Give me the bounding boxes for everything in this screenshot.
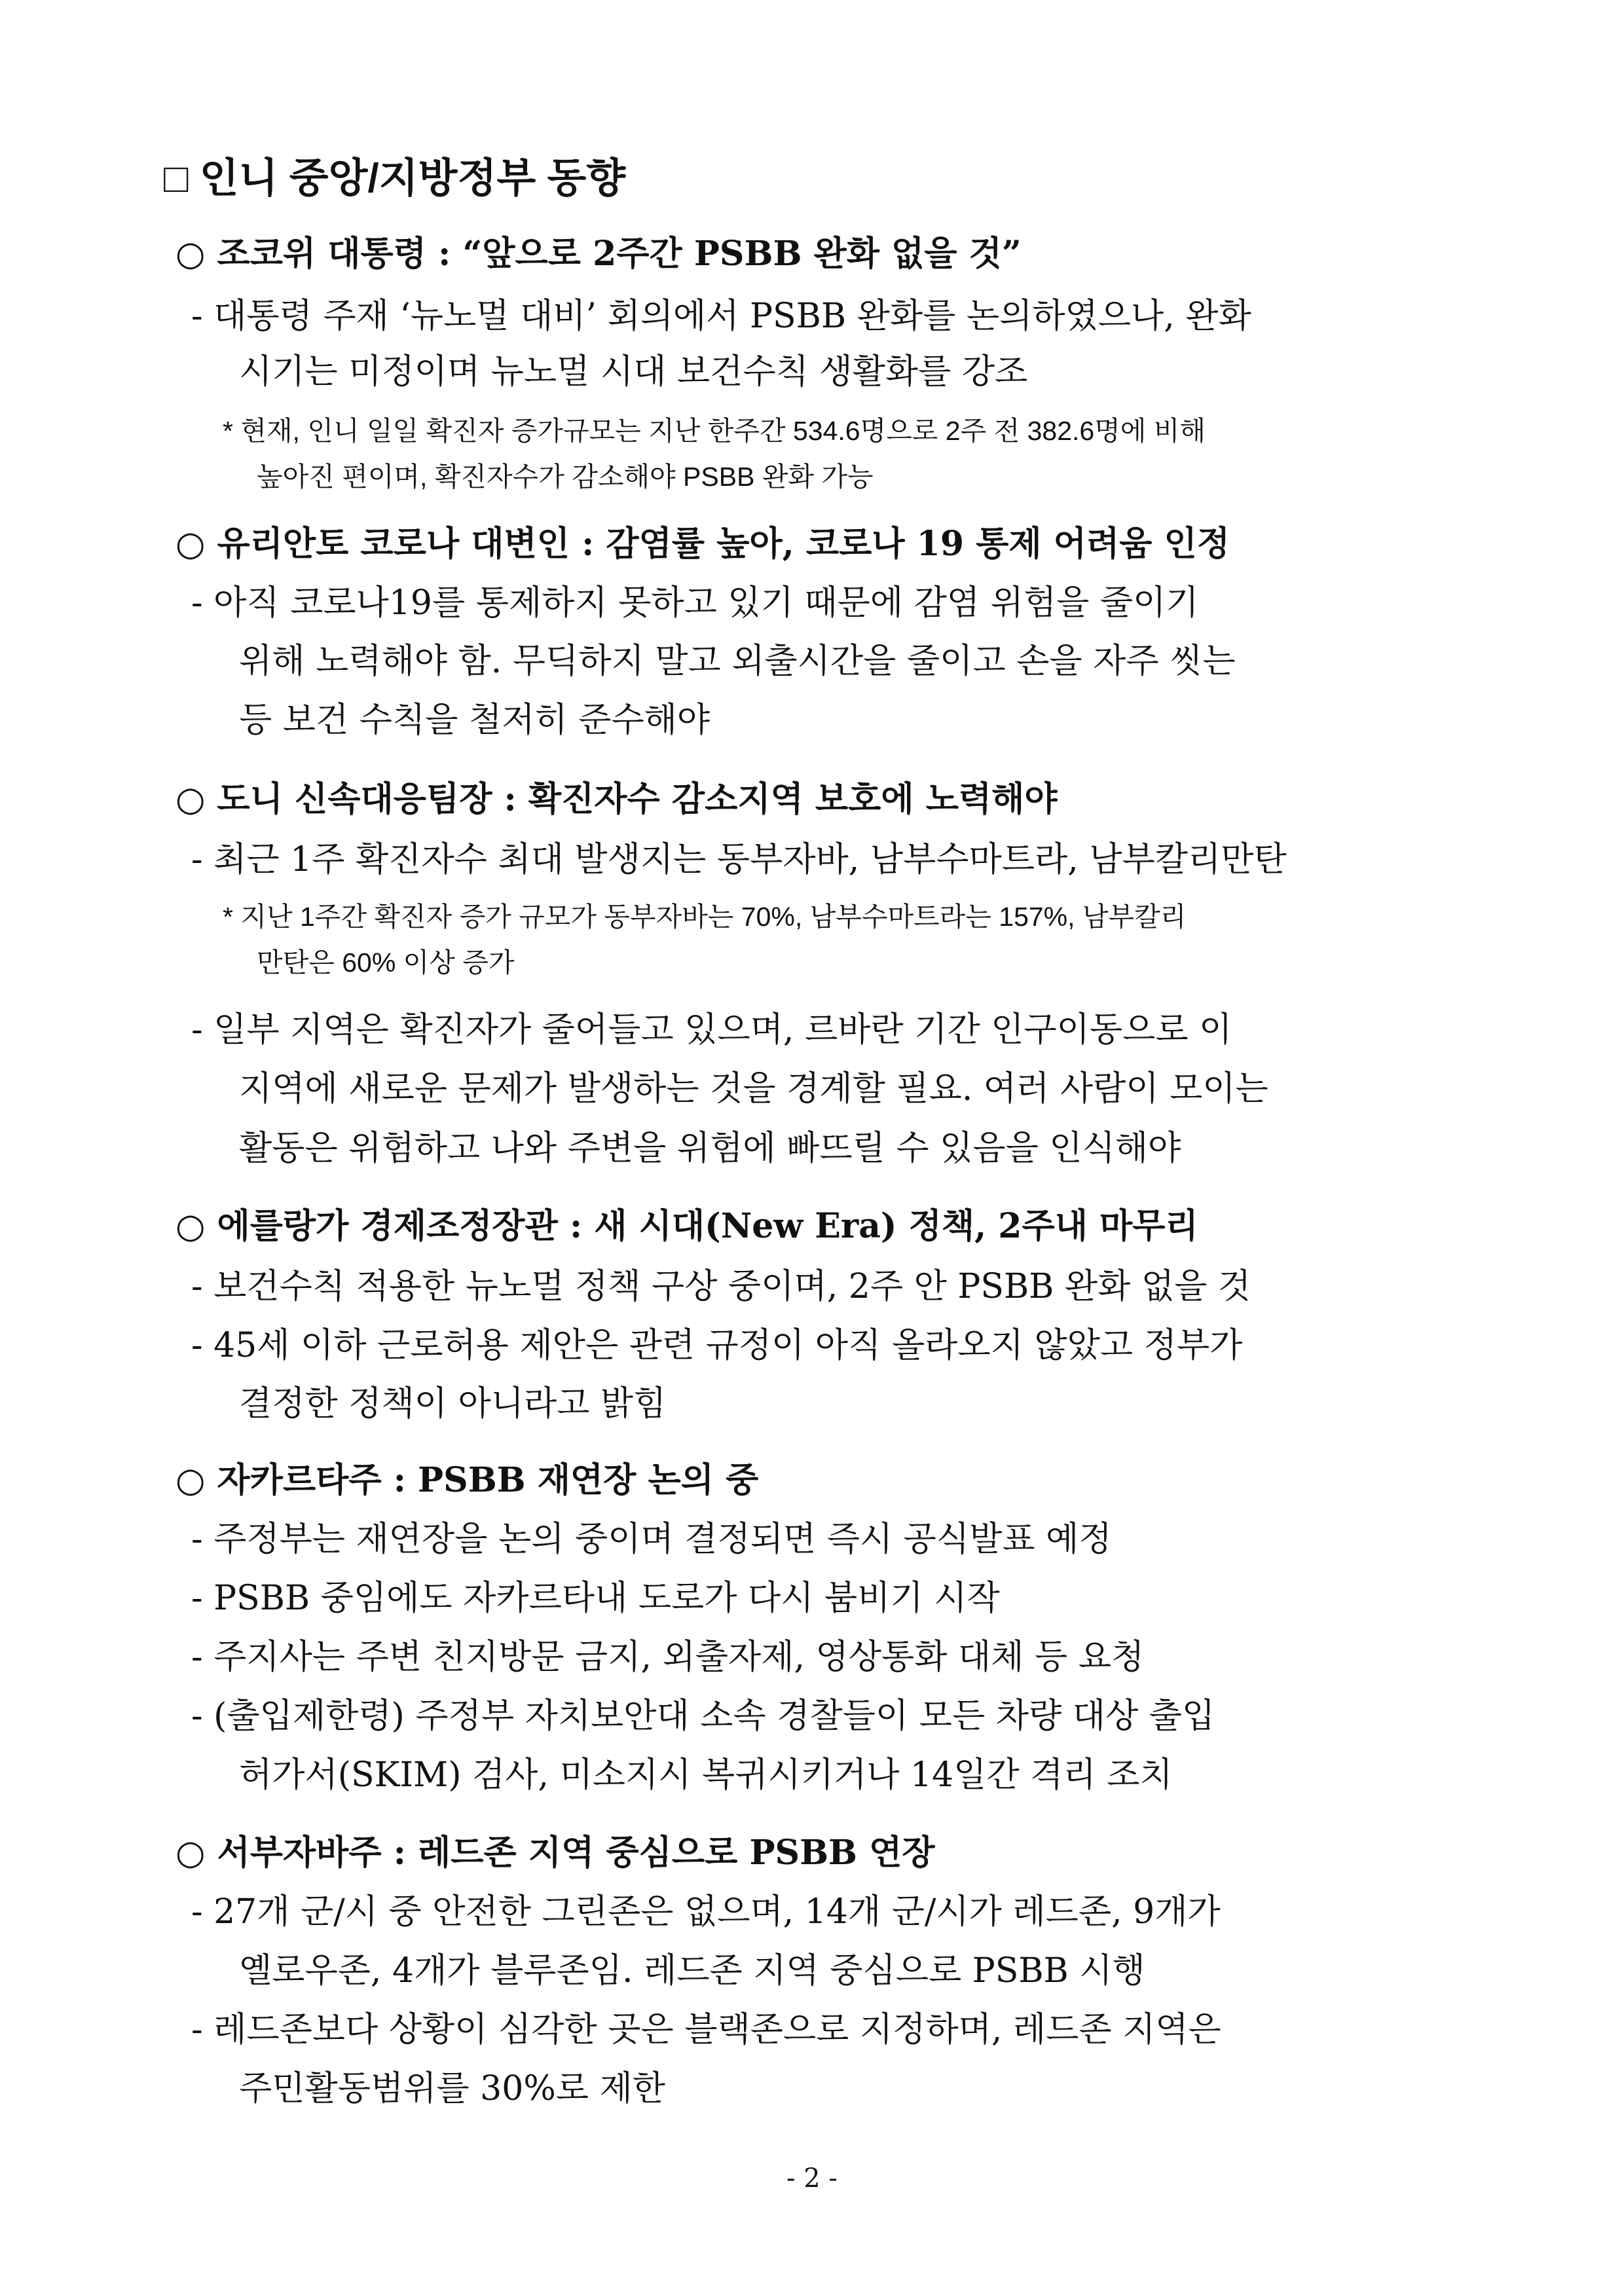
bullet-line: - PSBB 중임에도 자카르타내 도로가 다시 붐비기 시작 (191, 1579, 1000, 1618)
section-title: □ 인니 중앙/지방정부 동향 (164, 156, 626, 201)
footnote-continuation: 높아진 편이며, 확진자수가 감소해야 PSBB 완화 가능 (257, 462, 874, 492)
bullet-line: - 45세 이하 근로허용 제안은 관련 규정이 아직 올라오지 않았고 정부가 (191, 1326, 1243, 1365)
bullet-continuation: 등 보건 수칙을 철저히 준수해야 (239, 701, 710, 740)
heading-airlangga: ○ 에를랑가 경제조정장관 : 새 시대(New Era) 정책, 2주내 마무리 (175, 1206, 1198, 1246)
bullet-continuation: 주민활동범위를 30%로 제한 (239, 2069, 665, 2108)
bullet-line: - 일부 지역은 확진자가 줄어들고 있으며, 르바란 기간 인구이동으로 이 (191, 1010, 1232, 1050)
heading-jokowi: ○ 조코위 대통령 : “앞으로 2주간 PSBB 완화 없을 것” (175, 234, 1022, 274)
bullet-line: - 보건수칙 적용한 뉴노멀 정책 구상 중이며, 2주 안 PSBB 완화 없을 것 (191, 1267, 1251, 1306)
bullet-line: - 27개 군/시 중 안전한 그린존은 없으며, 14개 군/시가 레드존, 9개가 (191, 1892, 1221, 1932)
bullet-line: - 대통령 주재 ‘뉴노멀 대비’ 회의에서 PSBB 완화를 논의하였으나, 완화 (191, 297, 1251, 336)
bullet-continuation: 결정한 정책이 아니라고 밝힘 (239, 1384, 667, 1423)
footnote-line: * 현재, 인니 일일 확진자 증가규모는 지난 한주간 534.6명으로 2주 전 382.6명에 비해 (223, 416, 1206, 446)
bullet-continuation: 허가서(SKIM) 검사, 미소지시 복귀시키거나 14일간 격리 조치 (239, 1755, 1173, 1795)
footnote-continuation: 만탄은 60% 이상 증가 (257, 947, 515, 978)
bullet-continuation: 옐로우존, 4개가 블루존임. 레드존 지역 중심으로 PSBB 시행 (239, 1951, 1145, 1991)
bullet-line: - 최근 1주 확진자수 최대 발생지는 동부자바, 남부수마트라, 남부칼리만탄 (191, 840, 1287, 879)
bullet-line: - 레드존보다 상황이 심각한 곳은 블랙존으로 지정하며, 레드존 지역은 (191, 2010, 1221, 2049)
heading-yurianto: ○ 유리안토 코로나 대변인 : 감염률 높아, 코로나 19 통제 어려움 인정 (175, 524, 1230, 564)
heading-jakarta: ○ 자카르타주 : PSBB 재연장 논의 중 (175, 1460, 759, 1500)
footnote-line: * 지난 1주간 확진자 증가 규모가 동부자바는 70%, 남부수마트라는 157%, 남부칼리 (223, 902, 1187, 932)
bullet-continuation: 지역에 새로운 문제가 발생하는 것을 경계할 필요. 여러 사람이 모이는 (239, 1069, 1268, 1109)
bullet-line: - 아직 코로나19를 통제하지 못하고 있기 때문에 감염 위험을 줄이기 (191, 583, 1199, 623)
bullet-line: - 주정부는 재연장을 논의 중이며 결정되면 즉시 공식발표 예정 (191, 1520, 1112, 1559)
page-number: - 2 - (786, 2163, 838, 2194)
bullet-continuation: 시기는 미정이며 뉴노멀 시대 보건수칙 생활화를 강조 (239, 352, 1028, 392)
bullet-line: - 주지사는 주변 친지방문 금지, 외출자제, 영상통화 대체 등 요청 (191, 1638, 1145, 1677)
heading-west-java: ○ 서부자바주 : 레드존 지역 중심으로 PSBB 연장 (175, 1833, 935, 1873)
bullet-continuation: 위해 노력해야 함. 무딕하지 말고 외출시간을 줄이고 손을 자주 씻는 (239, 642, 1236, 681)
bullet-line: - (출입제한령) 주정부 자치보안대 소속 경찰들이 모든 차량 대상 출입 (191, 1697, 1215, 1736)
bullet-continuation: 활동은 위험하고 나와 주변을 위험에 빠뜨릴 수 있음을 인식해야 (239, 1129, 1181, 1168)
heading-doni: ○ 도니 신속대응팀장 : 확진자수 감소지역 보호에 노력해야 (175, 779, 1058, 819)
